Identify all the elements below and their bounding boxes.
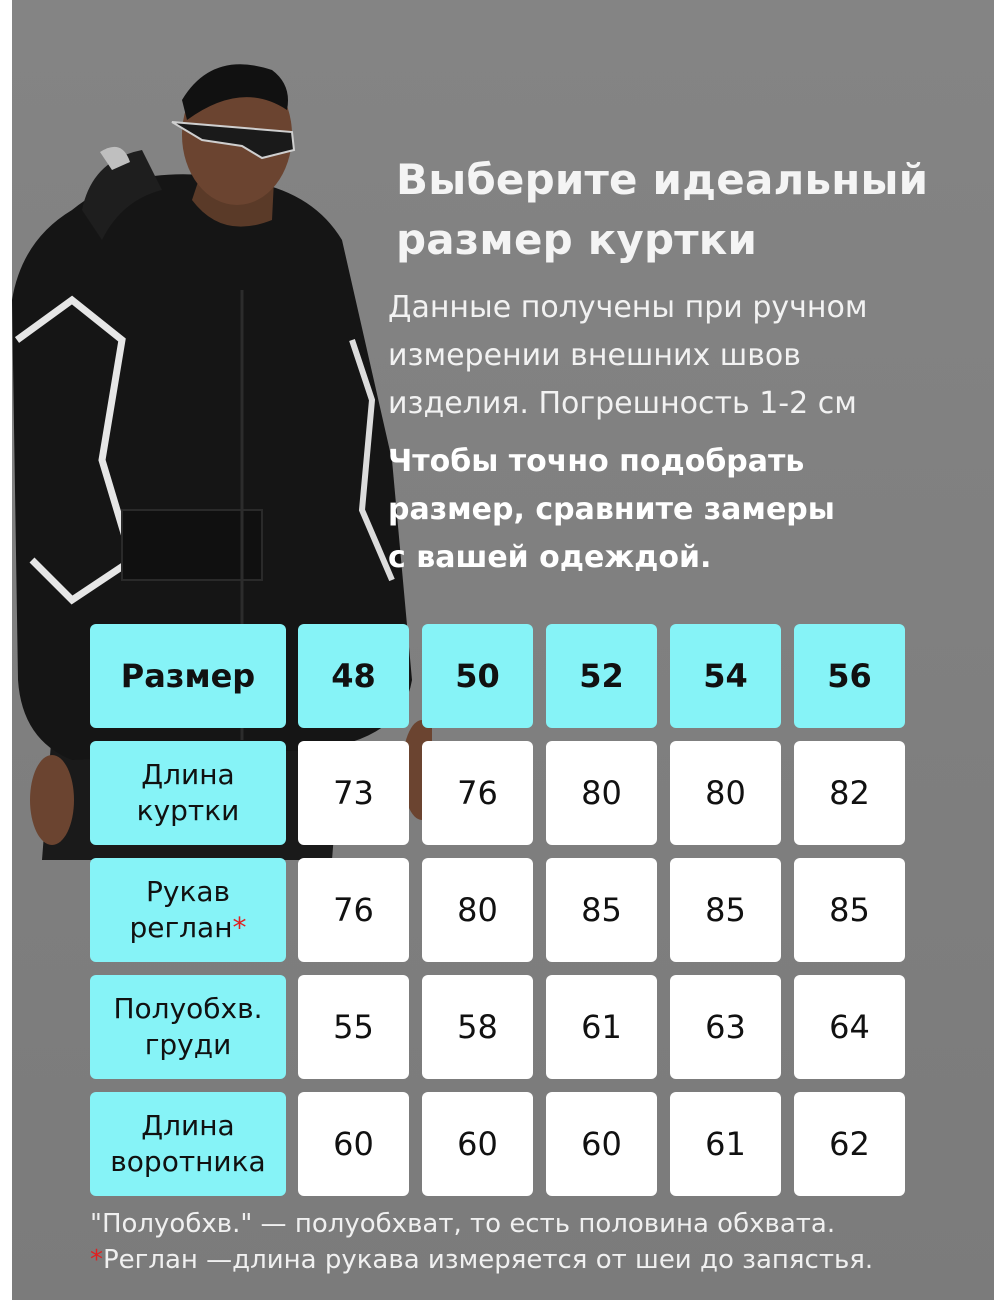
- asterisk-mark: *: [232, 911, 247, 944]
- value-cell: 63: [670, 975, 781, 1079]
- measurement-note: Данные получены при ручном измерении внешних швов изделия. Погрешность 1-2 см: [388, 290, 868, 421]
- value-cell: 60: [298, 1092, 409, 1196]
- footnote-half-girth: "Полуобхв." — полуобхват, то есть половина обхвата.: [90, 1209, 836, 1239]
- size-50-header: 50: [422, 624, 533, 728]
- value-cell: 62: [794, 1092, 905, 1196]
- footnotes: [90, 1206, 970, 1278]
- value-cell: 61: [670, 1092, 781, 1196]
- footnote-raglan: *Реглан —длина рукава измеряется от шеи до запястья.: [90, 1245, 874, 1275]
- value-cell: 76: [298, 858, 409, 962]
- value-cell: 85: [670, 858, 781, 962]
- size-54-header: 54: [670, 624, 781, 728]
- value-cell: 64: [794, 975, 905, 1079]
- value-cell: 58: [422, 975, 533, 1079]
- value-cell: 85: [794, 858, 905, 962]
- size-header-label: Размер: [90, 624, 286, 728]
- label-line: куртки: [136, 794, 240, 827]
- value-cell: 73: [298, 741, 409, 845]
- compare-advice: Чтобы точно подобрать размер, сравните замеры с вашей одеждой.: [388, 444, 835, 575]
- label-line: Длина: [141, 758, 235, 791]
- value-cell: 60: [546, 1092, 657, 1196]
- label-line: Полуобхв.: [113, 992, 263, 1025]
- value-cell: 55: [298, 975, 409, 1079]
- row-label-half-chest: [90, 975, 286, 1079]
- size-48-header: 48: [298, 624, 409, 728]
- model-in-jacket-image: [12, 40, 432, 860]
- label-line: реглан*: [129, 911, 247, 944]
- value-cell: 82: [794, 741, 905, 845]
- size-52-header: 52: [546, 624, 657, 728]
- row-label-jacket-length: [90, 741, 286, 845]
- right-border: [994, 0, 1000, 1300]
- asterisk-mark: *: [90, 1245, 103, 1275]
- value-cell: 85: [546, 858, 657, 962]
- value-cell: 80: [670, 741, 781, 845]
- value-cell: 80: [546, 741, 657, 845]
- left-border: [0, 0, 12, 1300]
- value-cell: 61: [546, 975, 657, 1079]
- label-line: Длина: [141, 1109, 235, 1142]
- label-line: груди: [144, 1028, 232, 1061]
- value-cell: 76: [422, 741, 533, 845]
- size-56-header: 56: [794, 624, 905, 728]
- row-label-raglan-sleeve: [90, 858, 286, 962]
- row-label-collar-length: [90, 1092, 286, 1196]
- headline: Выберите идеальный размер куртки: [396, 155, 929, 264]
- value-cell: 80: [422, 858, 533, 962]
- label-line: Рукав: [145, 875, 231, 908]
- label-line: воротника: [110, 1145, 266, 1178]
- value-cell: 60: [422, 1092, 533, 1196]
